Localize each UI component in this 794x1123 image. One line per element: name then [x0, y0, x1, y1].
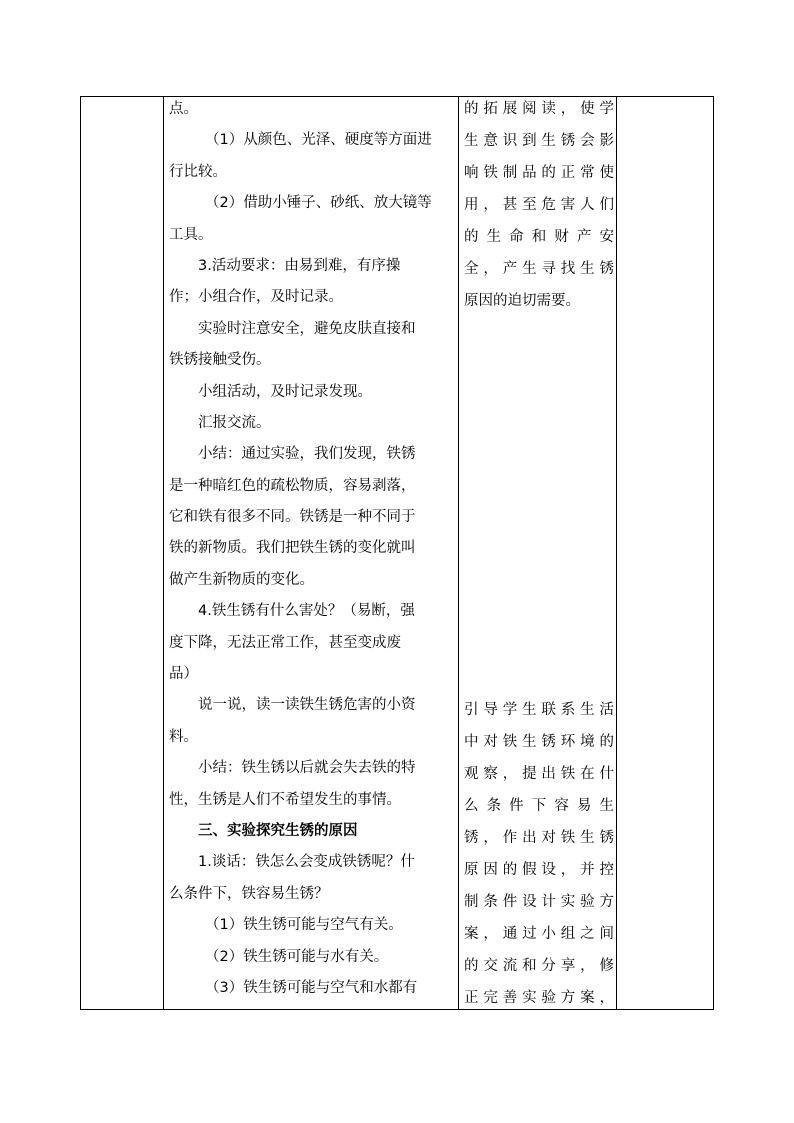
text-line: 品）: [169, 666, 198, 683]
text-line: 生意识到生锈会影: [464, 133, 614, 149]
text-line: 小结：铁生锈以后就会失去铁的特: [198, 760, 416, 777]
text-line: 汇报交流。: [198, 414, 271, 431]
text-line: 工具。: [169, 226, 213, 243]
text-line: 么条件下容易生: [464, 798, 614, 814]
text-line: （1）从颜色、光泽、硬度等方面进: [205, 132, 432, 149]
text-line: 1.谈话：铁怎么会变成铁锈呢？什: [198, 854, 415, 871]
text-line: 引导学生联系生活: [464, 702, 614, 718]
text-line: 度下降，无法正常工作，甚至变成废: [169, 634, 401, 651]
text-line: 正完善实验方案，: [464, 990, 614, 1006]
column-divider: [458, 97, 459, 1009]
text-line: 性，生锈是人们不希望发生的事情。: [169, 791, 401, 808]
text-line: 观察，提出铁在什: [464, 766, 614, 782]
teaching-process-column: [169, 97, 453, 1004]
text-line: 说一说，读一读铁生锈危害的小资: [198, 697, 416, 714]
column-divider: [163, 97, 164, 1009]
text-line: 响铁制品的正常使: [464, 165, 614, 181]
text-line: 原因的迫切需要。: [464, 293, 580, 309]
text-line: 铁的新物质。我们把铁生锈的变化就叫: [169, 540, 416, 557]
text-line: 做产生新物质的变化。: [169, 571, 314, 588]
text-line: 锈，作出对铁生锈: [464, 830, 614, 846]
text-line: 的拓展阅读，使学: [464, 101, 614, 117]
text-line: 的生命和财产安: [464, 229, 614, 245]
text-line: 行比较。: [169, 163, 227, 180]
column-divider: [616, 97, 617, 1009]
text-line: （2）铁生锈可能与水有关。: [205, 948, 389, 965]
text-line: 铁锈接触受伤。: [169, 352, 271, 369]
text-line: （1）铁生锈可能与空气有关。: [205, 917, 403, 934]
text-line: （3）铁生锈可能与空气和水都有: [205, 979, 418, 996]
design-intent-block: [464, 694, 614, 1014]
text-line: （2）借助小锤子、砂纸、放大镜等: [205, 195, 432, 212]
text-line: 作；小组合作，及时记录。: [169, 289, 343, 306]
design-intent-column: [464, 97, 614, 1006]
text-line: 小组活动，及时记录发现。: [198, 383, 372, 400]
text-line: 实验时注意安全，避免皮肤直接和: [198, 320, 416, 337]
text-line: 案，通过小组之间: [464, 926, 614, 942]
text-line: 制条件设计实验方: [464, 894, 614, 910]
text-line: 小结：通过实验，我们发现，铁锈: [198, 446, 416, 463]
text-line: 它和铁有很多不同。铁锈是一种不同于: [169, 509, 416, 526]
text-line: 用，甚至危害人们: [464, 197, 614, 213]
text-line: 原因的假设，并控: [464, 862, 614, 878]
lesson-plan-table: [80, 96, 714, 1010]
text-line: 是一种暗红色的疏松物质，容易剥落，: [169, 477, 416, 494]
text-line: 的交流和分享，修: [464, 958, 614, 974]
design-intent-block: [464, 93, 614, 317]
text-line: 4.铁生锈有什么害处？（易断，强: [198, 603, 415, 620]
text-line: 料。: [169, 728, 198, 745]
text-line: 全，产生寻找生锈: [464, 261, 614, 277]
text-line: 么条件下，铁容易生锈？: [169, 885, 329, 902]
section-heading: 三、实验探究生锈的原因: [198, 822, 358, 839]
text-line: 中对铁生锈环境的: [464, 734, 614, 750]
text-line: 点。: [169, 101, 198, 117]
text-line: 3.活动要求：由易到难，有序操: [198, 257, 401, 274]
